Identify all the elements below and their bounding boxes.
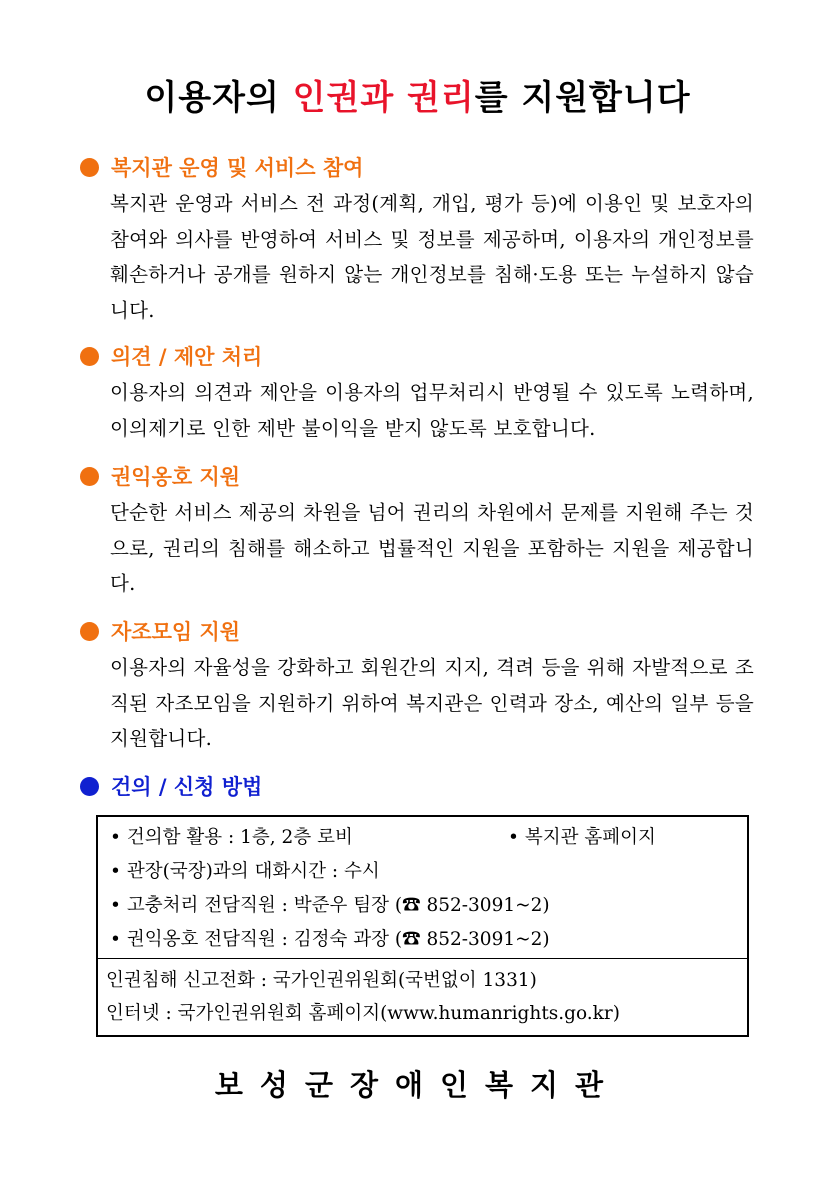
section-heading [80, 614, 760, 648]
section-heading-text: 복지관 운영 및 서비스 참여 [111, 156, 364, 180]
section-body: 이용자의 자율성을 강화하고 회원간의 지지, 격려 등을 위해 자발적으로 조직된 자조모임을 지원하기 위하여 복지관은 인력과 장소, 예산의 일부 등을 지원합니다. [110, 656, 754, 750]
report-phone: 인권침해 신고전화 : 국가인권위원회(국번없이 1331) [106, 970, 537, 991]
title-highlight: 인권과 권리 [292, 78, 475, 118]
bullet-dot: • [110, 827, 121, 848]
section-heading [80, 339, 760, 373]
list-item: • 권익옹호 전담직원 : 김정숙 과장 (☎ 852-3091~2) [110, 929, 550, 950]
orange-bullet-icon [80, 158, 99, 177]
blue-bullet-icon [80, 777, 99, 796]
section-selfhelp [80, 614, 760, 757]
bullet-dot: • [110, 929, 121, 950]
orange-bullet-icon [80, 347, 99, 366]
bullet-dot: • [508, 827, 519, 848]
page-title [0, 70, 835, 119]
section-body: 단순한 서비스 제공의 차원을 넘어 권리의 차원에서 문제를 지원해 주는 것으로, 권리의 침해를 해소하고 법률적인 지원을 포함하는 지원을 제공합니다. [110, 501, 754, 595]
orange-bullet-icon [80, 622, 99, 641]
section-heading-text: 권익옹호 지원 [111, 465, 241, 489]
internet-info: 인터넷 : 국가인권위원회 홈페이지(www.humanrights.go.kr) [106, 1003, 620, 1024]
section-opinion [80, 339, 760, 446]
section-heading [80, 150, 760, 184]
section-heading-text: 자조모임 지원 [111, 620, 241, 644]
section-body: 복지관 운영과 서비스 전 과정(계획, 개입, 평가 등)에 이용인 및 보호자의 참여와 의사를 반영하여 서비스 및 정보를 제공하며, 이용자의 개인정보를 훼손하거나 공개를 원하지 않는 개인정보를 침해·도용 또는 누설하지 않습니다. [110, 192, 754, 322]
list-item: • 고충처리 전담직원 : 박준우 팀장 (☎ 852-3091~2) [110, 895, 550, 916]
section-advocacy [80, 459, 760, 602]
method-list [98, 817, 747, 959]
list-item: • 복지관 홈페이지 [508, 827, 656, 848]
section-body: 이용자의 의견과 제안을 이용자의 업무처리시 반영될 수 있도록 노력하며, 이의제기로 인한 제반 불이익을 받지 않도록 보호합니다. [110, 381, 754, 440]
method-box [96, 815, 749, 1037]
organization-name: 보성군장애인복지관 [214, 1068, 621, 1102]
section-participation [80, 150, 760, 328]
section-method [80, 769, 760, 803]
section-heading [80, 769, 760, 803]
section-heading [80, 459, 760, 493]
bullet-dot: • [110, 861, 121, 882]
list-item: • 관장(국장)과의 대화시간 : 수시 [110, 861, 380, 882]
section-heading-text: 의견 / 제안 처리 [111, 345, 263, 369]
section-heading-text: 건의 / 신청 방법 [111, 775, 263, 799]
list-item: • 건의함 활용 : 1층, 2층 로비 [110, 827, 353, 848]
bullet-dot: • [110, 895, 121, 916]
title-part3: 를 지원합니다 [474, 78, 691, 118]
orange-bullet-icon [80, 467, 99, 486]
title-part1: 이용자의 [144, 78, 293, 118]
